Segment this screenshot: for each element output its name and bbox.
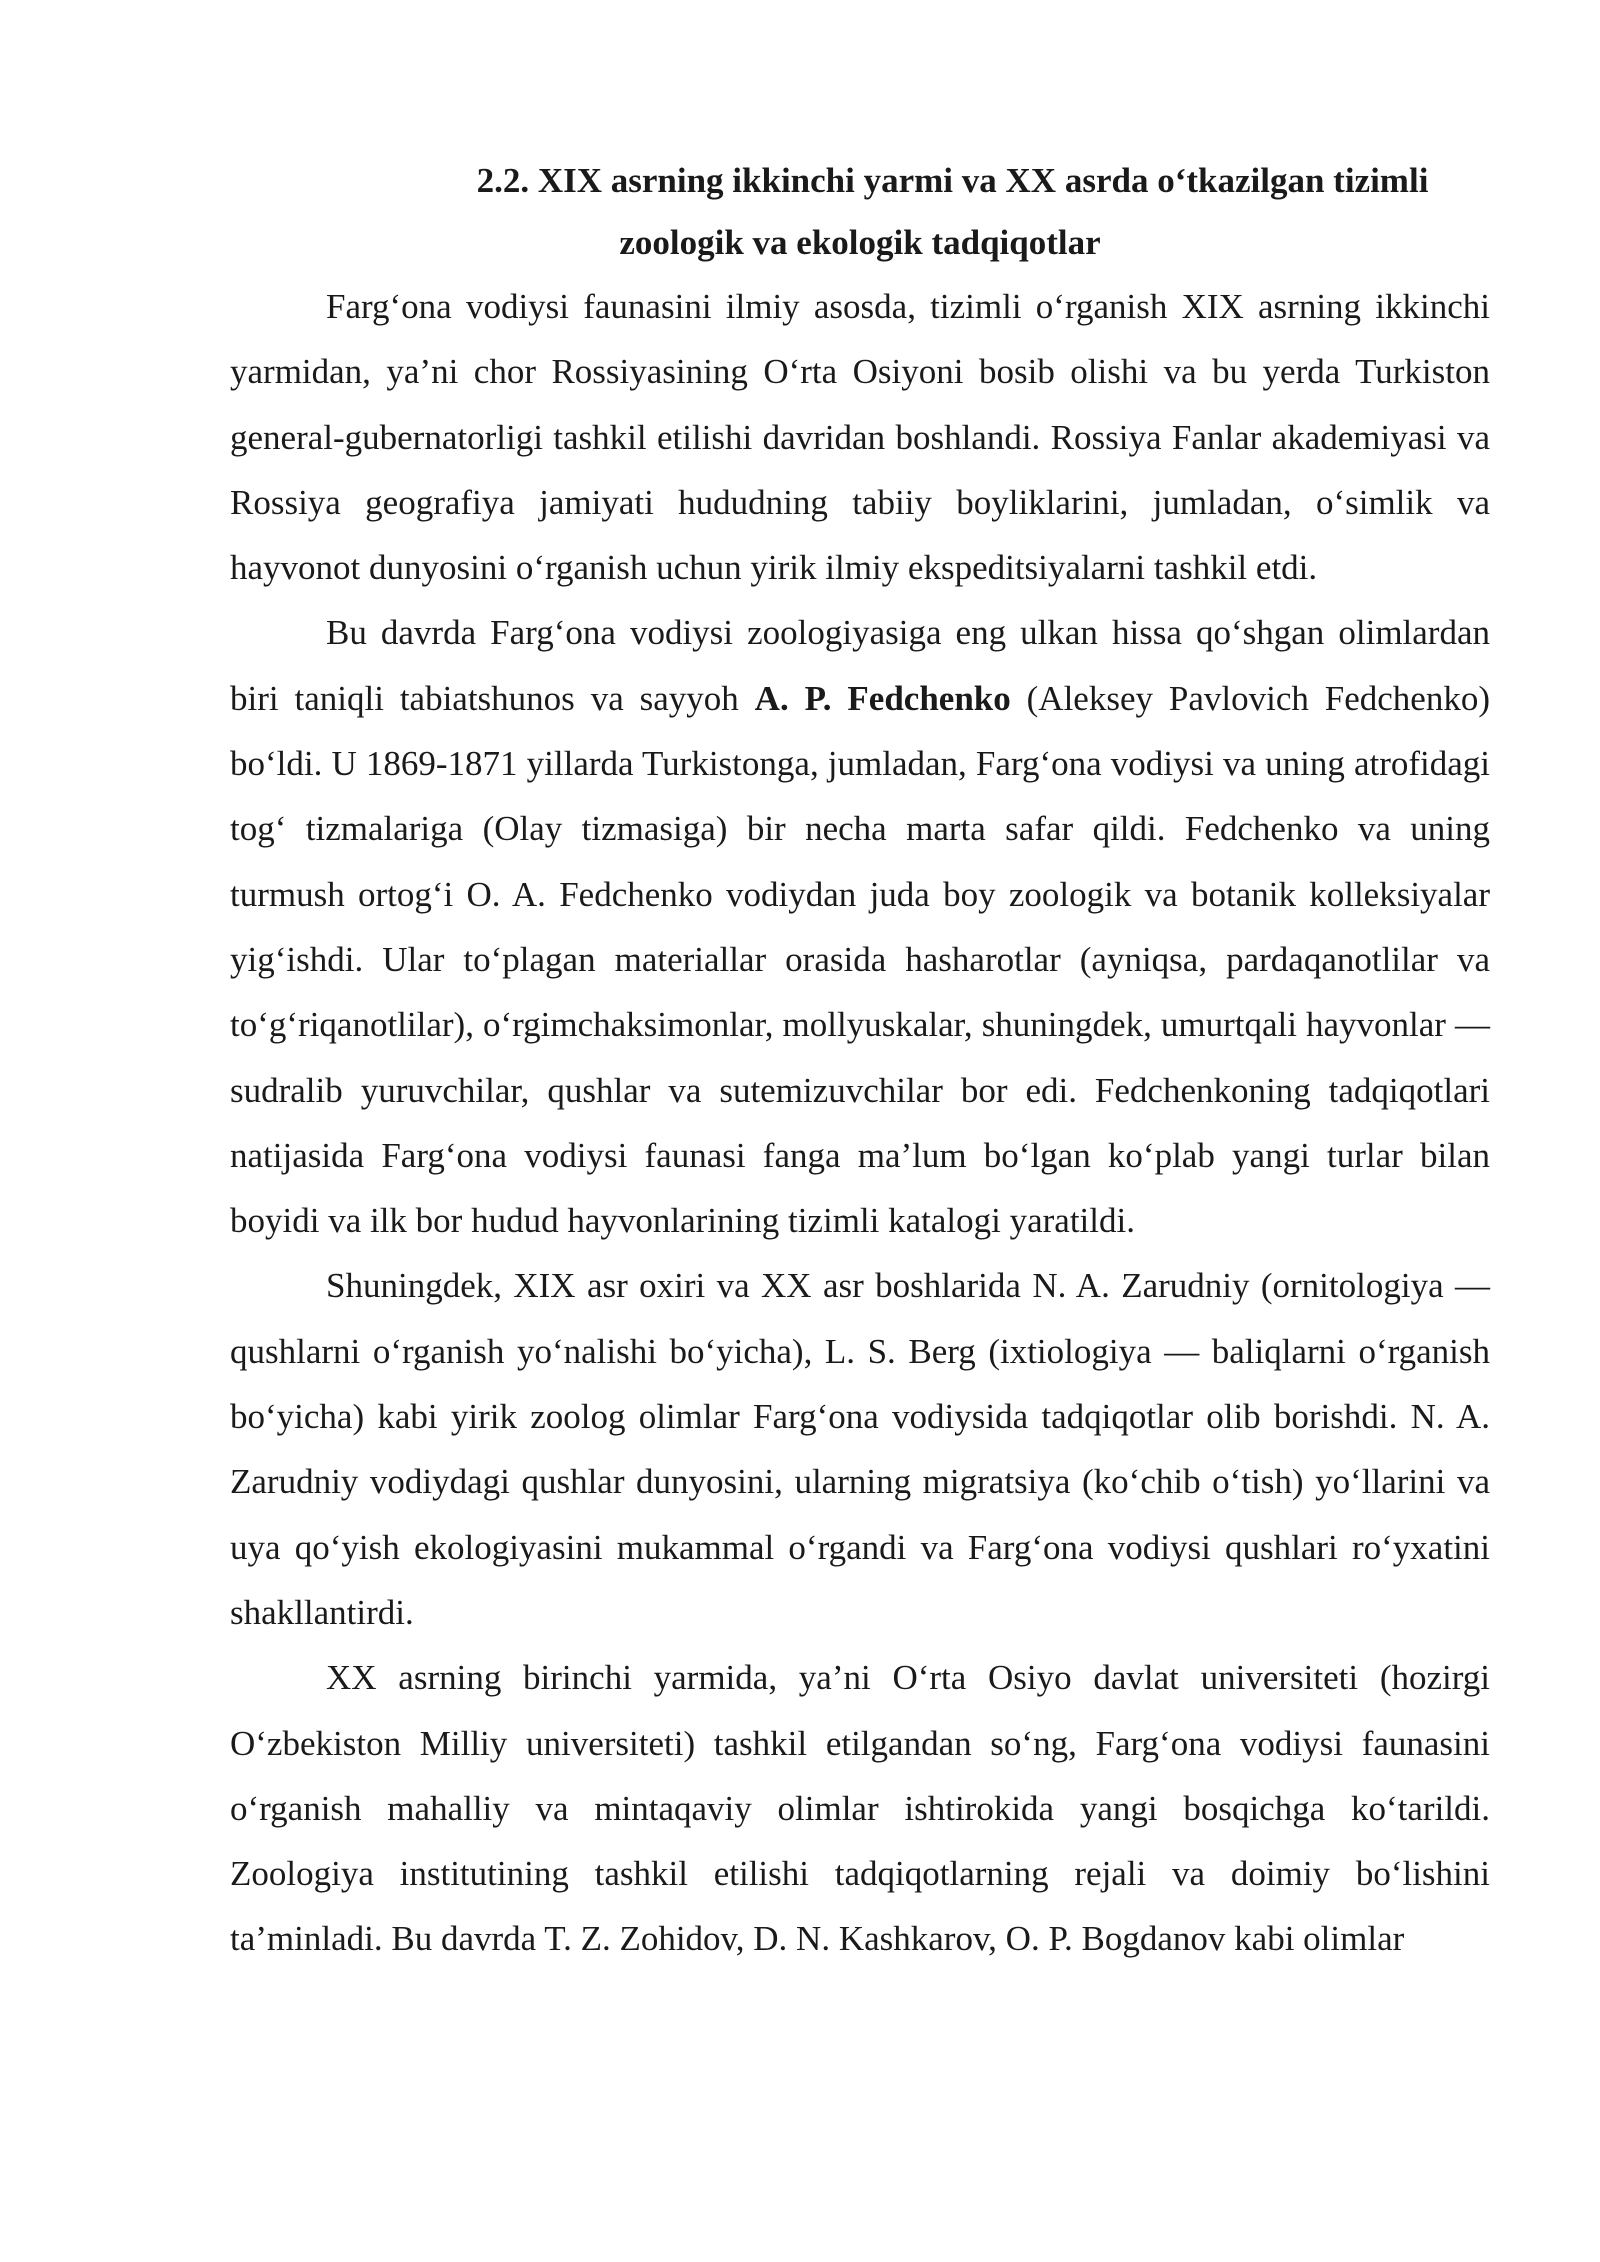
- paragraph-4: XX asrning birinchi yarmida, ya’ni O‘rta Osiyo davlat universiteti (hozirgi O‘zbekiston Milliy universiteti) tashkil etilgandan so‘ng, Farg‘ona vodiysi faunasini o‘rganish mahalliy va mintaqaviy olimlar ishtirokida yangi bosqichga ko‘tarildi. Zoologiya institutining tashkil etilishi tadqiqotlarning rejali va doimiy bo‘lishini ta’minladi. Bu davrda T. Z. Zohidov, D. N. Kashkarov, O. P. Bogdanov kabi olimlar: [230, 1658, 1490, 1959]
- paragraph-2-text-start: Bu davrda Farg‘ona vodiysi zoologiyasiga eng ulkan hissa qo‘shgan olimlardan biri taniqli tabiatshunos va sayyoh: [230, 613, 1490, 718]
- paragraph-1: Farg‘ona vodiysi faunasini ilmiy asosda, tizimli o‘rganish XIX asrning ikkinchi yarmidan, ya’ni chor Rossiyasining O‘rta Osiyoni bosib olishi va bu yerda Turkiston general-gubernatorligi tashkil etilishi davridan boshlandi. Rossiya Fanlar akademiyasi va Rossiya geografiya jamiyati hududning tabiiy boyliklarini, jumladan, o‘simlik va hayvonot dunyosini o‘rganish uchun yirik ilmiy ekspeditsiyalarni tashkil etdi.: [230, 287, 1490, 588]
- paragraph-3: Shuningdek, XIX asr oxiri va XX asr boshlarida N. A. Zarudniy (ornitologiya — qushlarni o‘rganish yo‘nalishi bo‘yicha), L. S. Berg (ixtiologiya — baliqlarni o‘rganish bo‘yicha) kabi yirik zoolog olimlar Farg‘ona vodiysida tadqiqotlar olib borishdi. N. A. Zarudniy vodiydagi qushlar dunyosini, ularning migratsiya (ko‘chib o‘tish) yo‘llarini va uya qo‘yish ekologiyasini mukammal o‘rgandi va Farg‘ona vodiysi qushlari ro‘yxatini shakllantirdi.: [230, 1266, 1490, 1632]
- section-heading-line-1: 2.2. XIX asrning ikkinchi yarmi va XX asrda o‘tkazilgan tizimli: [476, 161, 1429, 200]
- section-heading-line-2: zoologik va ekologik tadqiqotlar: [619, 223, 1101, 262]
- section-heading: [230, 150, 1490, 274]
- person-name-bold: A. P. Fedchenko: [754, 678, 1011, 718]
- paragraph-2: [230, 600, 1490, 1253]
- page-content: [230, 150, 1490, 1972]
- paragraph-2-text-end: (Aleksey Pavlovich Fedchenko) bo‘ldi. U 1869-1871 yillarda Turkistonga, jumladan, Farg‘ona vodiysi va uning atrofidagi tog‘ tizmalariga (Olay tizmasiga) bir necha marta safar qildi. Fedchenko va uning turmush ortog‘i O. A. Fedchenko vodiydan juda boy zoologik va botanik kolleksiyalar yig‘ishdi. Ular to‘plagan materiallar orasida hasharotlar (ayniqsa, pardaqanotlilar va to‘g‘riqanotlilar), o‘rgimchaksimonlar, mollyuskalar, shuningdek, umurtqali hayvonlar — sudralib yuruvchilar, qushlar va sutemizuvchilar bor edi. Fedchenkoning tadqiqotlari natijasida Farg‘ona vodiysi faunasi fanga ma’lum bo‘lgan ko‘plab yangi turlar bilan boyidi va ilk bor hudud hayvonlarining tizimli katalogi yaratildi.: [230, 678, 1490, 1241]
